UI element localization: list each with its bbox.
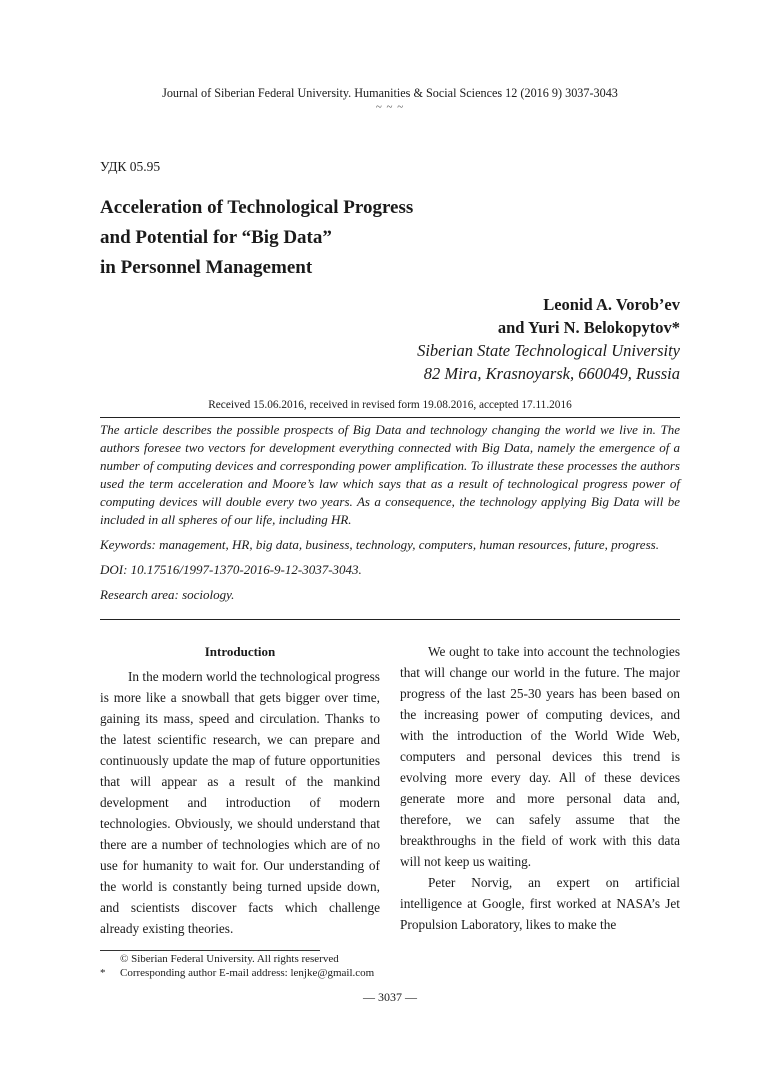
abstract-block: [100, 421, 680, 611]
title-line: in Personnel Management: [100, 257, 313, 278]
body-paragraph: We ought to take into account the technologies that will change our world in the future. The major progress of the last 25-30 years has been based on the increasing power of computing devices, and with the introduction of the World Wide Web, computers and personal devices this trend is evolving more every day. All of these devices generate more and more personal data and, therefore, we can safely assume that the breakthroughs in the field of work with this data will not keep us waiting.: [400, 644, 680, 869]
research-area: Research area: sociology.: [100, 587, 235, 602]
body-column-left: [100, 641, 380, 939]
affiliation-address: 82 Mira, Krasnoyarsk, 660049, Russia: [423, 364, 680, 383]
footnote-star: *: [100, 967, 106, 979]
author-block: [417, 293, 680, 385]
author-name: and Yuri N. Belokopytov*: [497, 318, 680, 337]
corresponding-author-text: Corresponding author E-mail address: lenjke@gmail.com: [120, 967, 375, 979]
affiliation: Siberian State Technological University: [417, 341, 680, 360]
body-paragraph: In the modern world the technological progress is more like a snowball that gets bigger over time, gaining its mass, speed and circulation. Thanks to the latest scientific research, we can prepare and continuously update the map of future opportunities that will appear as a result of the mankind development and introduction of modern technologies. Obviously, we should understand that there are a number of technologies which are of no use for humanity to wait for. Our understanding of the world is constantly being turned upside down, and scientists discover facts which challenge already existing theories.: [100, 669, 380, 936]
journal-header: Journal of Siberian Federal University. Humanities & Social Sciences 12 (2016 9) 3037-3043: [162, 86, 618, 100]
footnote-copyright: [100, 953, 600, 967]
author-name: Leonid A. Vorob’ev: [543, 295, 680, 314]
title-line: and Potential for “Big Data”: [100, 227, 332, 248]
body-paragraph: Peter Norvig, an expert on artificial intelligence at Google, first worked at NASA’s Jet Propulsion Laboratory, likes to make the: [400, 875, 680, 932]
copyright-text: © Siberian Federal University. All rights reserved: [120, 953, 339, 965]
footnote-rule: [100, 950, 320, 951]
abstract-text: The article describes the possible prospects of Big Data and technology changing the world we live in. The authors foresee two vectors for development everything connected with Big Data, namely the emergence of a number of computing devices and corresponding power amplification. To illustrate these processes the authors used the term acceleration and Moore’s law which says that as a result of technological progress power of computing devices will double every two years. As a consequence, the technology applying Big Data will be included in all spheres of our life, including HR.: [100, 422, 680, 527]
section-heading: Introduction: [204, 644, 276, 659]
header-ornament: ~ ~ ~: [375, 101, 405, 113]
received-dates: Received 15.06.2016, received in revised form 19.08.2016, accepted 17.11.2016: [208, 399, 572, 411]
udk-code: УДК 05.95: [100, 159, 161, 174]
title-line: Acceleration of Technological Progress: [100, 197, 414, 218]
body-column-right: [400, 641, 680, 935]
abstract-top-rule: [100, 417, 680, 418]
page-number: — 3037 —: [363, 990, 417, 1004]
article-title: [100, 193, 660, 283]
keywords: Keywords: management, HR, big data, business, technology, computers, human resources, future, progress.: [100, 537, 659, 552]
doi: DOI: 10.17516/1997-1370-2016-9-12-3037-3043.: [100, 562, 362, 577]
footnote-corresponding: [100, 967, 600, 981]
abstract-bottom-rule: [100, 619, 680, 620]
